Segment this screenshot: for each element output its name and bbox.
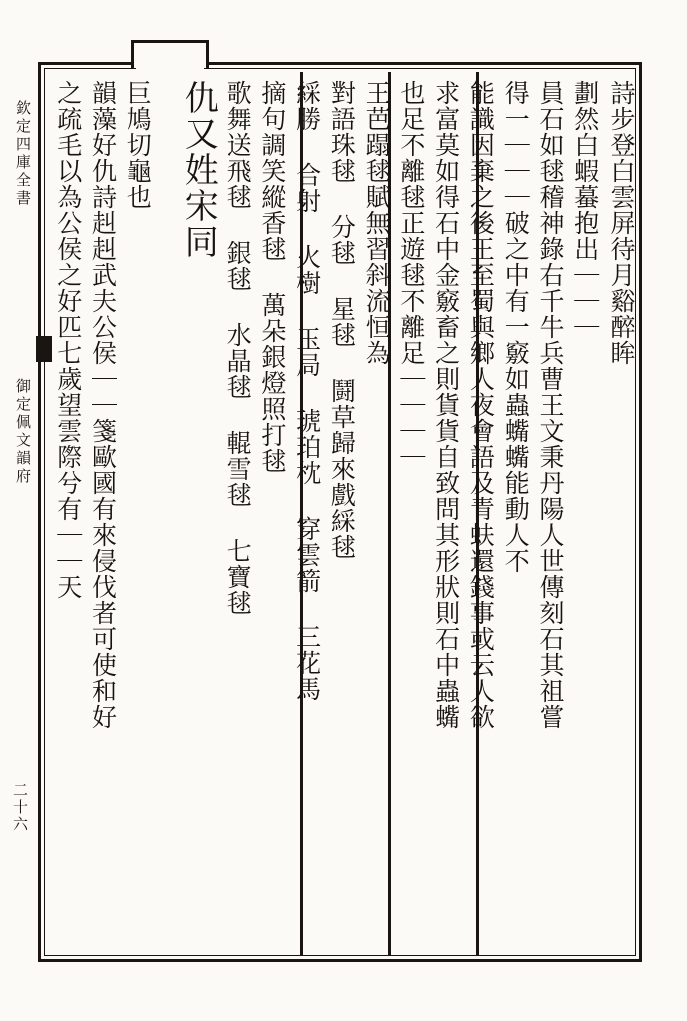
column-text: 求富莫如得石中金竅畜之則貨貨自致問其形狀則石中蟲蟕 — [431, 80, 461, 730]
column-text: 王芭蹋毬賦無習斜流恒為 — [362, 80, 392, 366]
spine-subtitle-text: 御定佩文韻府 — [14, 378, 32, 486]
text-column-9 — [320, 70, 355, 954]
column-text: 巨鳩切龜也 — [123, 80, 153, 210]
text-column-10 — [285, 70, 320, 954]
text-column-15 — [81, 70, 116, 954]
column-text: 摘句調笑縱香毬 萬朵銀燈照打毬 — [257, 80, 287, 474]
text-column-8 — [354, 70, 392, 954]
text-column-11 — [250, 70, 285, 954]
column-text: 韻藻好仇詩赳赳武夫公侯｜｜箋歐國有來侵伐者可使和好 — [88, 80, 118, 730]
text-column-4 — [493, 70, 531, 954]
column-text: 員石如毬稽神錄右千牛兵曹王文秉丹陽人世傳刻石其祖嘗 — [535, 80, 565, 730]
text-column-2 — [563, 70, 598, 954]
column-text: 對語珠毬 分毬 星毬 鬪草歸來戲綵毬 — [327, 80, 357, 560]
text-body — [46, 70, 634, 954]
column-text: 也足不離毬正遊毬不離足｜｜｜｜ — [396, 80, 426, 470]
text-column-3 — [528, 70, 563, 954]
text-column-16 — [46, 70, 81, 954]
text-column-12 — [215, 70, 253, 954]
column-text: 仇又姓宋同 — [178, 80, 219, 260]
column-text: 之疏毛以為公侯之好匹七歲望雲際兮有｜｜天 — [53, 80, 83, 600]
column-text: 詩步登白雲屏待月谿醉眸 — [607, 80, 636, 366]
column-text: 能識因棄之後王至蜀與鄉人夜會語及青蚨還錢事或云人欲 — [466, 80, 496, 730]
column-text: 得一｜｜｜破之中有一竅如蟲蟕蟕能動人不 — [501, 80, 531, 574]
text-column-5 — [459, 70, 494, 954]
text-column-7 — [389, 70, 424, 954]
column-text: 劃然白蝦蟇抱出｜｜｜ — [570, 80, 600, 340]
text-column-6 — [424, 70, 459, 954]
text-column-1 — [598, 70, 634, 954]
spine-subtitle — [8, 378, 38, 1021]
column-text: 歌舞送飛毬 銀毬 水晶毬 輥雪毬 七寶毬 — [223, 80, 253, 616]
column-text: 綵勝 合射 火樹 玉局 琥珀枕 穿雲箭 三花馬 — [292, 80, 322, 702]
page-number: 二十六 — [11, 782, 29, 833]
text-column-14 — [116, 70, 151, 954]
spine-title-main: 欽定四庫全書 — [14, 100, 32, 208]
text-column-13-entry-head — [150, 70, 219, 954]
